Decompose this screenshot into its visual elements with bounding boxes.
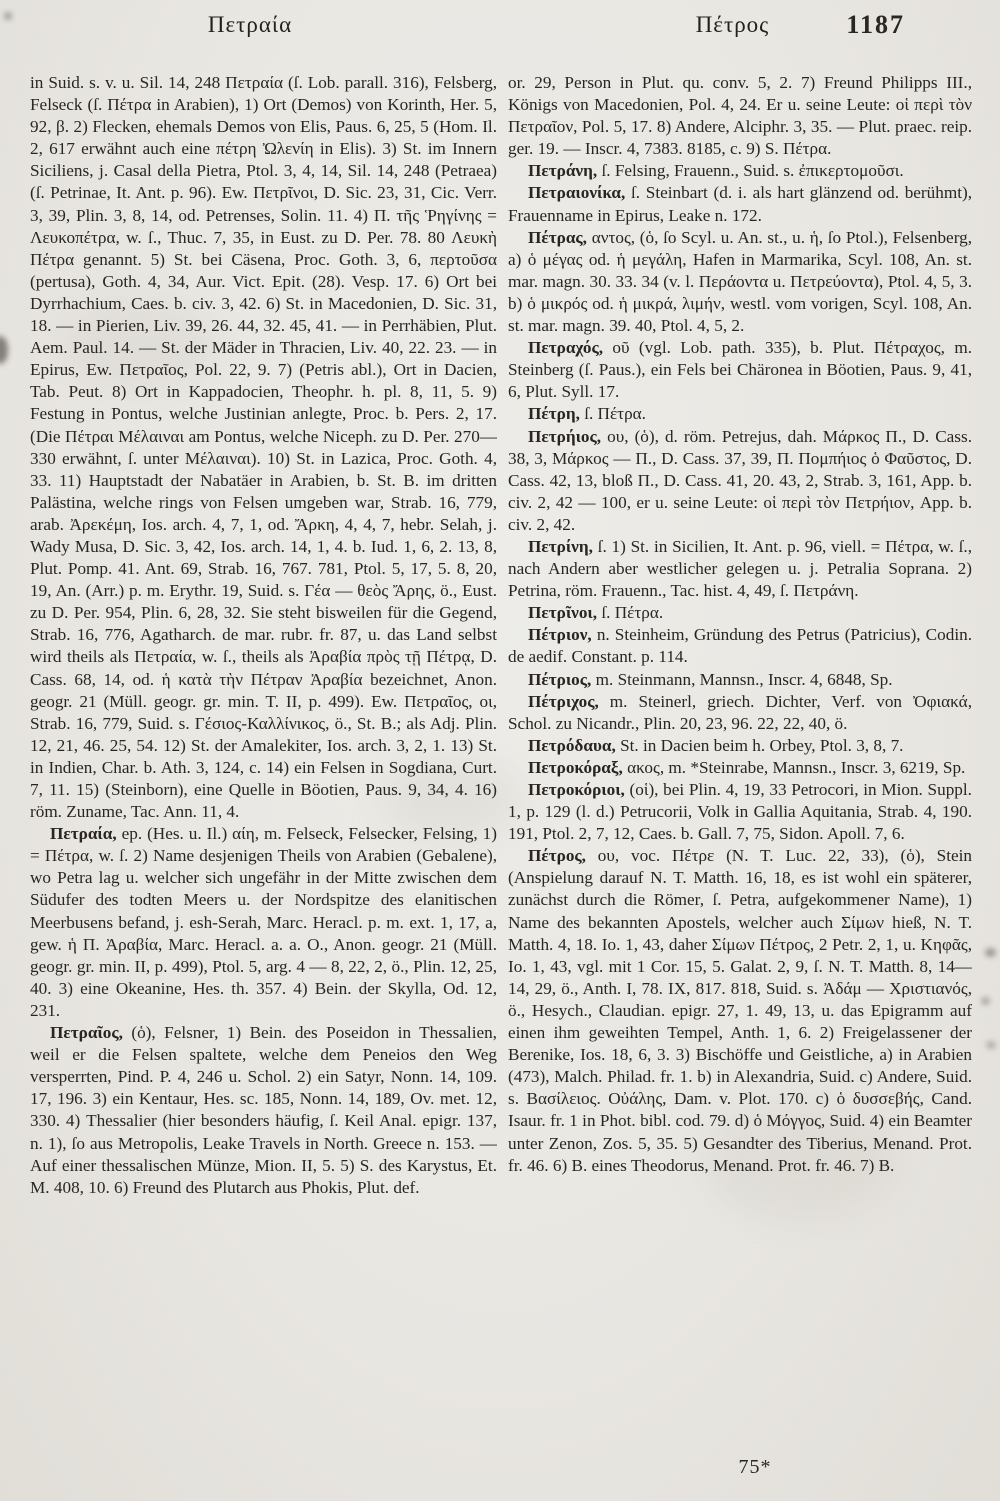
dictionary-entry: Πετραῖος, (ὁ), Felsner, 1) Bein. des Poseidon in Thessalien, weil er die Felsen spaltete, welche dem Peneios den Weg versperrten, Pind. P. 4, 246 u. Schol. 2) ein Satyr, Nonn. 14, 109. 17, 196. 3) ein Kentaur, Hes. sc. 185, Nonn. 14, 189, Ov. met. 12, 330. 4) Thessalier (hier besonders häufig, ſ. Keil Anal. epigr. 137, n. 1), ſo aus Metropolis, Leake Travels in North. Greece n. 153. — Auf einer thessalischen Münze, Mion. II, 5. 5) S. des Karystus, Et. M. 408, 10. 6) Freund des Plutarch aus Phokis, Plut. def. xyxy=(30,1023,497,1197)
dictionary-entry: in Suid. s. v. u. Sil. 14, 248 Πετραία (ſ. Lob. parall. 316), Felsberg, Felseck (ſ. Πέτρα in Arabien), 1) Ort (Demos) von Korinth, Her. 5, 92, β. 2) Flecken, ehemals Demos von Elis, Paus. 6, 25, 5 (Hom. Il. 2, 617 erwähnt auch eine πέτρη Ὠλενίη in Elis). 3) St. im Innern Siciliens, j. Casal della Pietra, Ptol. 3, 4, 14, Sil. 14, 248 (Petraea) (ſ. Petrinae, It. Ant. p. 96). Ew. Πετρῖνοι, D. Sic. 23, 31, Cic. Verr. 3, 39, Plin. 3, 8, 14, od. Petrenses, Solin. 11. 4) Π. τῆς Ῥηγίνης = Λευκοπέτρα, w. ſ., Thuc. 7, 35, in Eust. zu D. Per. 78. 80 Λευκὴ Πέτρα genannt. 5) St. bei Cäsena, Proc. Goth. 3, 6, περτοῦσα (pertusa), Goth. 4, 34, Aur. Vict. Epit. (28). Vesp. 17. 6) Ort bei Dyrrhachium, Caes. b. civ. 3, 42. 6) St. in Macedonien, D. Sic. 31, 18. — in Pierien, Liv. 39, 26. 44, 32. 45, 41. — in Perrhäbien, Plut. Aem. Paul. 14. — St. der Mäder in Thracien, Liv. 40, 22. 23. — in Epirus, Ew. Πετραῖος, Pol. 22, 9. 7) (Petris abl.), Ort in Dacien, Tab. Peut. 8) Ort in Kappadocien, Theophr. h. pl. 8, 11, 5. 9) Festung in Pontus, welche Justinian anlegte, Proc. b. Pers. 2, 17. (Die Πέτραι Μέλαιναι am Pontus, welche Niceph. zu D. Per. 270—330 erwähnt, ſ. unter Μέλαιναι). 10) St. in Lazica, Proc. Goth. 4, 33. 11) Hauptstadt der Nabatäer in Arabien, b. St. B. im dritten Palästina, welche rings von Felsen umgeben war, Strab. 16, 779, arab. Ἀρεκέμη, Ios. arch. 4, 7, 1, od. Ἄρκη, 4, 4, 7, hebr. Selah, j. Wady Musa, D. Sic. 3, 42, Ios. arch. 14, 1, 4. b. Iud. 1, 6, 2. 13, 8, Plut. Pomp. 41. Ant. 69, Strab. 16, 767. 781, Ptol. 5, 17, 5. 8, 20, 19, An. (Arr.) p. m. Erythr. 19, Suid. s. Γέα — θεὸς Ἄρης, ö., Eust. zu D. Per. 954, Plin. 6, 28, 32. Sie steht bisweilen für die Gegend, Strab. 16, 776, Agatharch. de mar. rubr. fr. 87, u. das Land selbst wird theils als Πετραία, w. ſ., theils als Ἀραβία πρὸς τῇ Πέτρᾳ, D. Cass. 68, 14, od. ἡ κατὰ τὴν Πέτραν Ἀραβία bezeichnet, Anon. geogr. 21 (Müll. geogr. gr. min. T. II, p. 499). Ew. Πετραῖος, οι, Strab. 16, 779, Suid. s. Γέσιος-Καλλίνικος, ö., St. B.; als Adj. Plin. 12, 21, 46. 25, 54. 12) St. der Amalekiter, Ios. arch. 3, 2, 1. 13) St. in Indien, Char. b. Ath. 3, 124, c. 14) ein Felsen in Sogdiana, Curt. 7, 11. 15) (Steinborn), eine Quelle in Böotien, Paus. 9, 34, 4. 16) röm. Zuname, Tac. Ann. 11, 4. xyxy=(30,73,497,822)
entry-headword: Πετρίνη, xyxy=(528,536,598,556)
dictionary-entry: Πετρίνη, ſ. 1) St. in Sicilien, It. Ant. p. 96, viell. = Πέτρα, w. ſ., nach Andern aber westlicher gelegen u. j. Petralia Soprana. 2) Petrina, röm. Frauenn., Tac. hist. 4, 49, ſ. Πετράνη. xyxy=(508,536,972,601)
dictionary-entry: Πέτρη, ſ. Πέτρα. xyxy=(528,404,646,424)
entry-headword: Πετρόδαυα, xyxy=(528,735,621,755)
dictionary-entry: Πετράνη, ſ. Felsing, Frauenn., Suid. s. ἐπικερτομοῦσι. xyxy=(528,161,904,181)
entry-headword: Πετροκόραξ, xyxy=(528,757,628,777)
scan-artifact xyxy=(986,1041,996,1049)
dictionary-entry: Πετρῖνοι, ſ. Πέτρα. xyxy=(528,603,664,623)
dictionary-entry: Πετροκόραξ, ακος, m. *Steinrabe, Mannsn., Inscr. 3, 6219, Sp. xyxy=(528,757,966,777)
page-number: 1187 xyxy=(846,10,905,39)
entry-headword: Πετρήιος, xyxy=(528,426,608,446)
entry-headword: Πέτρος, xyxy=(528,846,598,866)
scan-artifact xyxy=(981,997,990,1005)
entry-headword: Πετροκόριοι, xyxy=(528,780,630,799)
entry-headword: Πέτρη, xyxy=(528,404,585,424)
dictionary-entry: Πετραιονίκα, ſ. Steinbart (d. i. als hart glänzend od. berühmt), Frauenname in Epirus, Leake n. 172. xyxy=(508,183,972,225)
scan-artifact xyxy=(985,948,996,957)
entry-headword: Πέτριχος, xyxy=(528,691,610,711)
entry-headword: Πετραία, xyxy=(50,824,122,844)
entry-headword: Πετραχός, xyxy=(528,338,613,358)
entry-headword: Πέτριον, xyxy=(528,625,597,645)
right-text-column xyxy=(508,72,972,1470)
left-text-column xyxy=(30,72,497,1470)
dictionary-entry: Πέτρας, αντος, (ὁ, ſo Scyl. u. An. st., u. ἡ, ſo Ptol.), Felsenberg, a) ὁ μέγας od. ἡ μεγάλη, Hafen in Marmarika, Scyl. 108, An. st. mar. magn. 30. 33. 34 (v. l. Περάοντα u. Πετρεύοντα), Ptol. 4, 5, 3. b) ὁ μικρός od. ἡ μικρά, λιμήν, westl. vom vorigen, Scyl. 108, An. st. mar. magn. 39. 40, Ptol. 4, 5, 2. xyxy=(508,227,972,336)
entry-headword: Πετραῖος, xyxy=(50,1023,132,1043)
running-head xyxy=(0,12,1000,54)
dictionary-entry: Πέτρος, ου, voc. Πέτρε (N. T. Luc. 22, 33), (ὁ), Stein (Anspielung darauf N. T. Matth. 16, 18, es ist wohl ein späterer, zunächst durch die Römer, ſ. Petra, aufgekommener Name), 1) Name des bekannten Apostels, welcher auch Σίμων hieß, N. T. Matth. 4, 18. Io. 1, 43, daher Σίμων Πέτρος, 2 Petr. 2, 1, u. Κηφᾶς, Io. 1, 43, vgl. mit 1 Cor. 15, 5. Galat. 2, 9, ſ. N. T. Matth. 8, 14—14, 29, ö., Anth. I, 78. IX, 817. 818, Suid. s. Ἀδάμ — Χριστιανός, ö., Hesych., Claudian. epigr. 27, 1. 49, 13, u. das Epigramm auf einen ihm geweihten Tempel, Anth. 1, 6. 2) Freigelassener der Berenike, Ios. 18, 6, 3. 3) Bischöffe und Geistliche, a) in Arabien (473), Malch. Philad. fr. 1. b) in Alexandria, Suid. c) Andere, Suid. s. Βασίλειος. Οὐάλης, Dam. v. Plot. 170. c) ὁ δυσσεβής, Cand. Isaur. fr. 1 in Phot. bibl. cod. 79. d) ὁ Μόγγος, Suid. 4) ein Beamter unter Zenon, Zos. 5, 35. 5) Gesandter des Tiberius, Menand. Prot. fr. 46. 6) B. eines Theodorus, Menand. Prot. fr. 46. 7) B. xyxy=(508,846,972,1175)
running-head-left-keyword: Πετραία xyxy=(207,12,293,37)
dictionary-entry: Πέτριον, n. Steinheim, Gründung des Petrus (Patricius), Codin. de aedif. Constant. p. 114. xyxy=(508,625,972,667)
entry-headword: Πέτρας, xyxy=(528,227,592,247)
scan-artifact xyxy=(0,336,8,364)
dictionary-entry: Πέτριχος, m. Steinerl, griech. Dichter, Verf. von Ὀφιακά, Schol. zu Nicandr., Plin. 20, 23, 96. 22, 22, 40, ö. xyxy=(508,691,972,733)
entry-headword: Πέτριος, xyxy=(528,669,596,689)
dictionary-entry: Πετροκόριοι, (οἱ), bei Plin. 4, 19, 33 Petrocori, in Mion. Suppl. 1, p. 129 (l. d.) Petrucorii, Volk in Gallia Aquitania, Strab. 4, 190. 191, Ptol. 2, 7, 12, Caes. b. Gall. 7, 75, Sidon. Apoll. 7, 6. xyxy=(508,780,972,844)
dictionary-entry: Πέτριος, m. Steinmann, Mannsn., Inscr. 4, 6848, Sp. xyxy=(528,669,893,689)
entry-headword: Πετρῖνοι, xyxy=(528,603,602,623)
dictionary-entry: Πετρήιος, ου, (ὁ), d. röm. Petrejus, dah. Μάρκος Π., D. Cass. 38, 3, Μάρκος — Π., D. Cass. 37, 39, Π. Πομπήιος ὁ Φαῦστος, D. Cass. 42, 13, bloß Π., D. Cass. 41, 20. 43, 2, Strab. 3, 161, App. b. civ. 2, 42 — 100, er u. seine Leute: οἱ περὶ τὸν Πετρήιον, App. b. civ. 2, 42. xyxy=(508,426,972,534)
dictionary-entry: or. 29, Person in Plut. qu. conv. 5, 2. 7) Freund Philipps III., Königs von Macedonien, Pol. 4, 24. Er u. seine Leute: οἱ περὶ τὸν Πετραῖον, Pol. 5, 17. 8) Andere, Alciphr. 3, 35. — Plut. praec. reip. ger. 19. — Inscr. 4, 7383. 8185, c. 9) S. Πέτρα. xyxy=(508,73,972,159)
dictionary-entry: Πετραία, ep. (Hes. u. Il.) αίη, m. Felseck, Felsecker, Felsing, 1) = Πέτρα, w. ſ. 2) Name desjenigen Theils von Arabien (Gebalene), wo Petra lag u. welcher sich ungefähr in der Mitte zwischen dem Südufer des todten Meers u. der Nordspitze des elanitischen Meerbusens befand, j. esh-Serah, Marc. Heracl. p. m. ext. 1, 17, a, gew. ἡ Π. Ἀραβία, Marc. Heracl. a. a. O., Anon. geogr. 21 (Müll. geogr. gr. min. II, p. 499), Ptol. 5, arg. 4 — 8, 22, 2, ö., Plin. 12, 25, 40. 3) eine Okeanine, Hes. th. 357. 4) Bein. der Skylla, Od. 12, 231. xyxy=(30,824,497,1020)
entry-headword: Πετραιονίκα, xyxy=(528,183,631,203)
scan-artifact xyxy=(4,12,12,20)
running-head-right-keyword: Πέτρος xyxy=(695,12,770,37)
dictionary-entry: Πετραχός, οῦ (vgl. Lob. path. 335), b. Plut. Πέτραχος, m. Steinberg (ſ. Paus.), ein Fels bei Chäronea in Böotien, Paus. 9, 41, 6, Plut. Syll. 17. xyxy=(508,338,972,402)
signature-mark: 75* xyxy=(738,1456,772,1478)
entry-headword: Πετράνη, xyxy=(528,161,602,181)
dictionary-entry: Πετρόδαυα, St. in Dacien beim h. Orbey, Ptol. 3, 8, 7. xyxy=(528,735,904,755)
